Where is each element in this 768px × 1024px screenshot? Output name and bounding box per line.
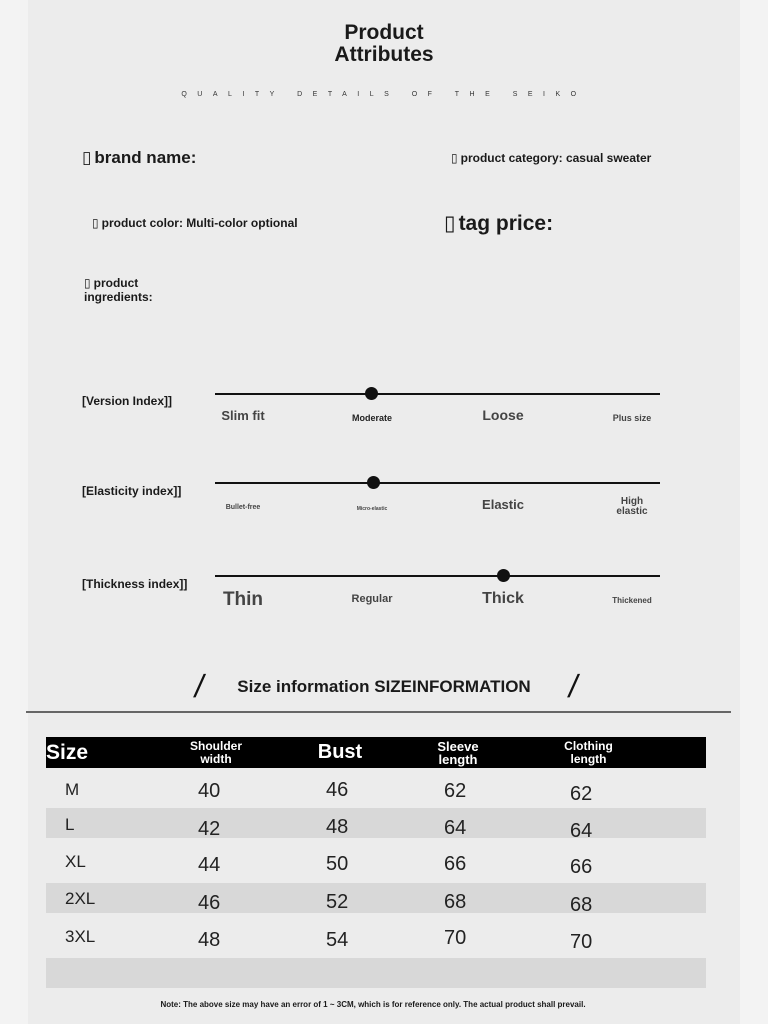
attr-color bbox=[92, 216, 298, 230]
index-marker-elasticity bbox=[367, 476, 380, 489]
index-track-version bbox=[215, 393, 660, 395]
attr-brand bbox=[82, 148, 196, 168]
table-cell: 66 bbox=[444, 853, 467, 875]
attr-category bbox=[451, 151, 651, 165]
column-header-bust: Bust bbox=[317, 741, 363, 763]
square-icon: ▯ bbox=[82, 148, 92, 167]
slash-right: / bbox=[565, 668, 582, 704]
table-cell: 40 bbox=[198, 780, 221, 802]
column-header-sleeve: Sleeve length bbox=[437, 738, 479, 767]
index-option: High elastic bbox=[616, 496, 648, 517]
column-header-shoulder: Shoulder width bbox=[189, 738, 242, 766]
table-cell: 3XL bbox=[65, 927, 96, 946]
table-cell: 70 bbox=[444, 927, 467, 949]
page-title bbox=[28, 22, 740, 66]
table-cell: 68 bbox=[444, 891, 467, 913]
column-header-clothing: Clothing length bbox=[564, 738, 613, 766]
attr-price bbox=[444, 211, 553, 236]
index-marker-version bbox=[365, 387, 378, 400]
table-cell: 48 bbox=[198, 929, 221, 951]
attr-price-text: tag price: bbox=[458, 212, 554, 235]
table-cell: 50 bbox=[326, 853, 349, 875]
index-option: Regular bbox=[351, 593, 393, 605]
index-option: Micro-elastic bbox=[356, 506, 388, 512]
table-cell: 64 bbox=[570, 820, 593, 842]
index-track-elasticity bbox=[215, 482, 660, 484]
index-label-thickness: [Thickness index]] bbox=[82, 577, 188, 591]
index-marker-thickness bbox=[497, 569, 510, 582]
table-cell: 52 bbox=[326, 891, 349, 913]
index-option: Thickened bbox=[612, 596, 652, 605]
index-option: Thin bbox=[222, 589, 264, 610]
attr-ingredients-text: product ingredients: bbox=[84, 276, 153, 304]
attr-ingredients bbox=[84, 276, 194, 304]
size-section-heading: Size information SIZEINFORMATION bbox=[237, 677, 531, 696]
table-cell: 62 bbox=[570, 783, 593, 805]
table-cell: 68 bbox=[570, 894, 593, 916]
table-cell: 44 bbox=[198, 854, 221, 876]
index-option: Moderate bbox=[351, 413, 392, 423]
column-header-size: Size bbox=[46, 741, 89, 764]
attr-category-text: product category: casual sweater bbox=[460, 151, 652, 165]
table-row bbox=[46, 845, 706, 878]
table-cell: 42 bbox=[198, 818, 221, 840]
index-option: Loose bbox=[482, 407, 524, 423]
index-track-thickness bbox=[215, 575, 660, 577]
table-cell: L bbox=[65, 815, 75, 834]
index-option: Thick bbox=[482, 590, 524, 607]
table-row bbox=[46, 808, 706, 842]
table-cell: 64 bbox=[444, 817, 467, 839]
table-row bbox=[46, 921, 706, 951]
slash-left: / bbox=[191, 668, 208, 704]
index-option: Elastic bbox=[482, 497, 524, 512]
table-cell: M bbox=[65, 780, 80, 799]
table-cell: 2XL bbox=[65, 889, 96, 908]
table-row bbox=[46, 772, 706, 805]
table-cell: 54 bbox=[326, 929, 349, 951]
table-cell: 46 bbox=[198, 892, 221, 914]
index-option: Slim fit bbox=[221, 408, 265, 423]
table-row-empty bbox=[46, 958, 706, 988]
index-label-elasticity: [Elasticity index]] bbox=[82, 484, 182, 498]
attr-brand-text: brand name: bbox=[94, 148, 197, 167]
square-icon: ▯ bbox=[444, 212, 456, 235]
attr-color-text: product color: Multi-color optional bbox=[101, 216, 298, 230]
table-cell: 70 bbox=[570, 931, 593, 953]
title-line-2: Attributes bbox=[334, 43, 434, 66]
section-divider bbox=[26, 711, 731, 713]
square-icon: ▯ bbox=[92, 216, 99, 230]
table-row bbox=[46, 883, 706, 916]
square-icon: ▯ bbox=[451, 151, 458, 165]
index-label-version: [Version Index]] bbox=[82, 394, 173, 408]
size-table-header bbox=[46, 737, 706, 768]
index-option: Bullet-free bbox=[225, 504, 261, 511]
table-cell: 62 bbox=[444, 780, 467, 802]
page-subtitle: QUALITY DETAILS OF THE SEIKO bbox=[181, 91, 587, 98]
table-cell: 46 bbox=[326, 779, 349, 801]
table-cell: 66 bbox=[570, 856, 593, 878]
square-icon: ▯ bbox=[84, 276, 91, 290]
table-cell: XL bbox=[65, 852, 86, 871]
size-note: Note: The above size may have an error of 1 ~ 3CM, which is for reference only. The actual product shall prevail. bbox=[160, 1000, 586, 1009]
index-option: Plus size bbox=[612, 413, 652, 423]
title-line-1: Product bbox=[344, 21, 424, 44]
product-attributes-page bbox=[28, 0, 740, 1024]
table-cell: 48 bbox=[326, 816, 349, 838]
